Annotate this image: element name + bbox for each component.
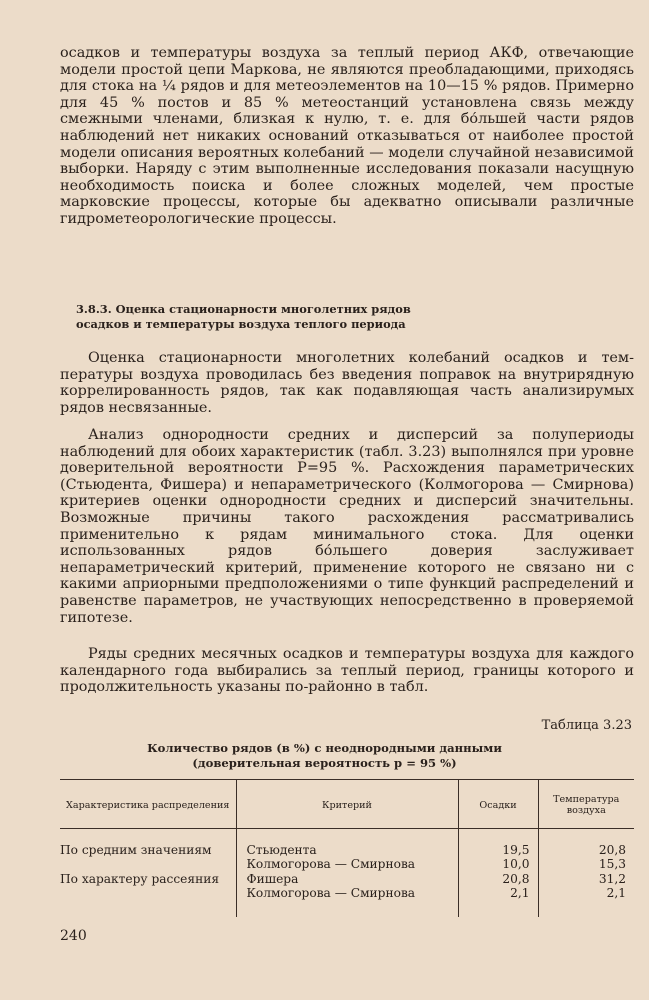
table-row — [60, 886, 634, 916]
cell-criterion: Фишера — [236, 872, 458, 886]
cell-criterion: Стьюдента — [236, 829, 458, 858]
cell-characteristic — [60, 886, 236, 916]
cell-characteristic: По характеру рассеяния — [60, 871, 220, 886]
cell-precipitation: 20,8 — [458, 872, 538, 886]
table-row — [60, 872, 634, 886]
header-criterion: Критерий — [236, 780, 458, 829]
paragraph-3 — [60, 427, 634, 626]
header-temperature: Температура воздуха — [538, 780, 634, 829]
header-characteristic: Характеристика распределения — [60, 780, 236, 829]
cell-temperature: 2,1 — [538, 886, 634, 916]
cell-temperature: 31,2 — [538, 872, 634, 886]
cell-precipitation: 19,5 — [458, 829, 538, 858]
table-row — [60, 829, 634, 858]
table-header-row — [60, 780, 634, 829]
section-heading-line-1: 3.8.3. Оценка стационарности многолетних рядов — [76, 302, 411, 316]
cell-characteristic: По средним значениям — [60, 843, 212, 857]
cell-temperature: 15,3 — [538, 857, 634, 871]
cell-temperature: 20,8 — [538, 829, 634, 858]
paragraph-4 — [60, 646, 634, 696]
paragraph-2-text: Оценка стационарности многолетних колебаний осадков и температуры воздуха проводилась без введения поправок на внутрирядную коррелированность рядов, так как подавляющая часть анализирумых рядов несвязанные. — [60, 350, 634, 416]
table-caption-line-2: (доверительная вероятность p = 95 %) — [192, 756, 457, 770]
data-table — [60, 779, 634, 917]
cell-characteristic — [60, 857, 236, 871]
page-number: 240 — [60, 928, 87, 944]
section-heading — [76, 302, 636, 332]
cell-criterion: Колмогорова — Смирнова — [236, 886, 458, 916]
cell-precipitation: 10,0 — [458, 857, 538, 871]
table-caption — [0, 741, 649, 771]
header-precipitation: Осадки — [458, 780, 538, 829]
section-heading-line-2: осадков и температуры воздуха теплого периода — [76, 317, 406, 331]
cell-criterion: Колмогорова — Смирнова — [236, 857, 458, 871]
paragraph-4-text: Ряды средних месячных осадков и температуры воздуха для каждого календарного года выбирались за теплый период, границы которого и продолжительность указаны по-районно в табл. — [60, 646, 634, 696]
table-row — [60, 857, 634, 871]
table-caption-line-1: Количество рядов (в %) с неоднородными данными — [147, 741, 502, 755]
cell-precipitation: 2,1 — [458, 886, 538, 916]
paragraph-1: осадков и температуры воздуха за теплый период АКФ, отвечающие модели простой цепи Маркова, не являются преобладающими, приходясь для стока на ¼ рядов и для метеоэлементов на 10—15 % рядов. Примерно для 45 % постов и 85 % метеостанций установлена связь между смежными членами, близкая к нулю, т. е. для бо́льшей части рядов наблюдений нет никаких оснований отказываться от наиболее простой модели описания вероятных колебаний — модели случайной независимой выборки. Наряду с этим выполненные исследования показали насущную необходимость поиска и более сложных моделей, чем простые марковские процессы, которые бы адекватно описывали различные гидрометеорологические процессы. — [60, 45, 634, 227]
paragraph-2 — [60, 350, 634, 416]
table-label: Таблица 3.23 — [541, 718, 632, 733]
paragraph-3-text: Анализ однородности средних и дисперсий за полупериоды наблюдений для обоих характеристик (табл. 3.23) выполнялся при уровне доверительной вероятности P=95 %. Расхождения параметрических (Стьюдента, Фишера) и непараметрического (Колмогорова — Смирнова) критериев оценки однородности средних и дисперсий значительны. Возможные причины такого расхождения рассматривались применительно к рядам минимального стока. Для оценки использованных рядов бо́льшего доверия заслуживает непараметрический критерий, применение которого не связано ни с какими априорными предположениями о типе функций распределений и равенстве параметров, не участвующих непосредственно в проверяемой гипотезе. — [60, 427, 634, 626]
